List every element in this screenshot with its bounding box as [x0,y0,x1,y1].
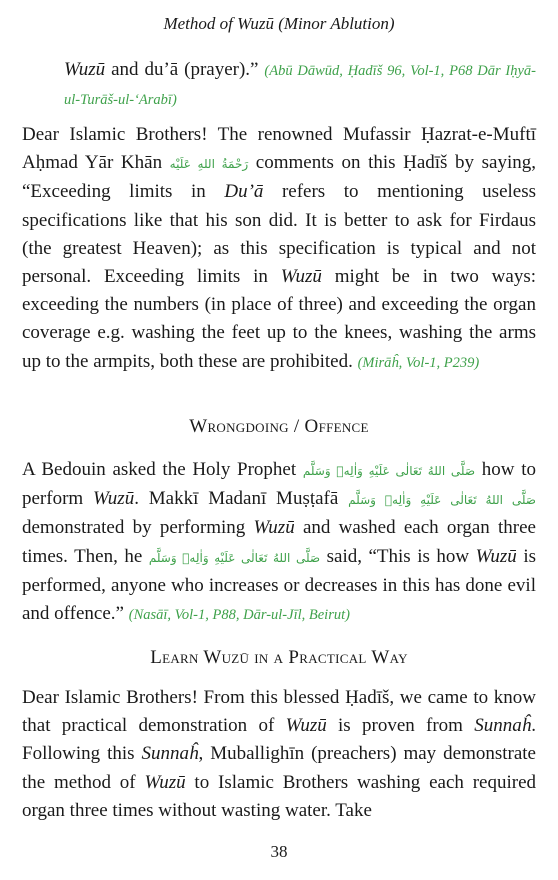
section-heading-practical: Learn Wuzū in a Practical Way [150,647,408,668]
reference-citation: (Mirāĥ, Vol-1, P239) [357,354,480,371]
paragraph-commentary [22,121,536,377]
term-sunnah: Sunnaĥ [141,743,199,765]
text-run: . Following this [22,715,536,765]
text-run: A Bedouin asked the Holy Prophet [22,459,303,480]
arabic-salutation: صَلَّى اللهُ تَعَالٰى عَلَيْهِ وَاٰلِهٖ وَسَلَّم [302,464,476,478]
paragraph-practical [22,684,536,825]
term-wuzu: Wuzū [285,715,327,737]
section-heading-wrongdoing: Wrongdoing / Offence [189,416,369,437]
text-run: Dear Islamic Brothers! From this blessed Ḥadīš, we came to know that practical demonstration of [22,687,536,737]
page-number: 38 [270,842,288,861]
paragraph-bedouin [22,456,536,629]
running-head: Method of Wuzū (Minor Ablution) [163,14,395,33]
term-wuzu: Wuzū [280,266,322,288]
text-run: how to perform [22,459,536,510]
text-run: said, “This is how [320,545,476,567]
text-run: is performed, anyone who increases or decreases in this has done evil and offence.” [22,545,536,625]
text-run: comments on this Ḥadīš by saying, “Exceeding limits in [22,152,536,203]
book-page [22,0,536,880]
term-wuzu: Wuzū [475,545,517,567]
text-run: might be in two ways: exceeding the numbers (in place of three) and exceeding the organ coverage e.g. washing the feet up to the knees, washing the arms up to the armpits, both these are prohibited. [22,266,536,372]
text-run: and du’ā (prayer).” [105,59,265,80]
term-wuzu: Wuzū [253,517,295,539]
term-wuzu: Wuzū [144,771,186,793]
term-wuzu: Wuzū [93,488,135,510]
term-dua: Du’ā [224,181,264,203]
term-wuzu: Wuzū [64,59,106,80]
paragraph-quote-end [22,56,536,114]
term-sunnah: Sunnaĥ [474,715,532,737]
text-run: to Islamic Brothers washing each required organ three times without wasting water. Take [22,771,536,821]
reference-citation: (Abū Dāwūd, Ḥadīš 96, Vol-1, P68 Dār Iḥyā-ul-Turāš-ul-‘Arabī) [64,63,536,109]
arabic-salutation: صَلَّى اللهُ تَعَالٰى عَلَيْهِ وَاٰلِهٖ وَسَلَّم [148,550,321,565]
text-run: , Muballighīn (preachers) may demonstrate the method of [22,743,536,793]
arabic-salutation: صَلَّى اللهُ تَعَالٰى عَلَيْهِ وَاٰلِهٖ وَسَلَّم [348,493,536,508]
text-run: and washed each organ three times. Then, he [22,517,536,567]
text-run: is proven from [326,715,475,737]
text-run: demonstrated by performing [22,517,254,539]
text-run: . Makkī Madanī Muṣṭafā [134,488,349,510]
arabic-honorific: رَحْمَةُ اللهِ عَلَيْه [169,157,249,172]
reference-citation: (Nasāī, Vol-1, P88, Dār-ul-Jīl, Beirut) [128,607,350,624]
text-run: Dear Islamic Brothers! The renowned Mufassir Ḥazrat-e-Muftī Aḥmad Yār Khān [22,124,536,174]
text-run: refers to mentioning useless specifications like that his son did. It is better to ask for Firdaus (the greatest Heaven); as this specification is typical and not personal. Exceeding limits in [22,181,536,288]
